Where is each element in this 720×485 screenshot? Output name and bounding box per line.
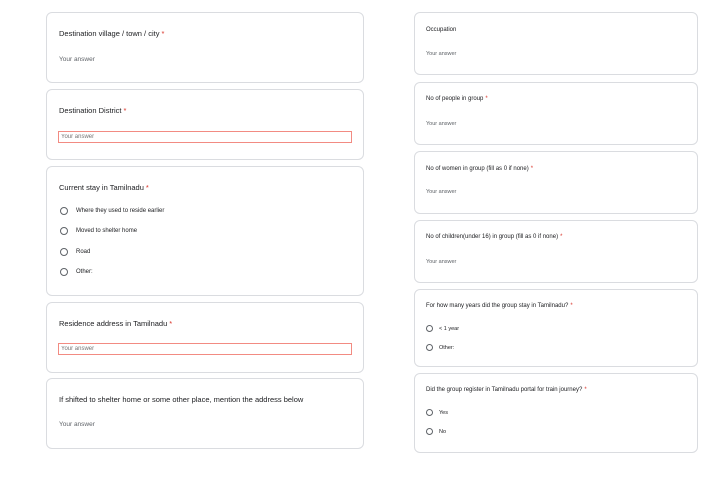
radio-option[interactable] xyxy=(60,248,90,256)
question-title: For how many years did the group stay in Tamilnadu? * xyxy=(426,303,573,309)
option-label: < 1 year xyxy=(439,325,460,332)
radio-circle-icon[interactable] xyxy=(426,325,433,332)
required-asterisk: * xyxy=(560,234,563,240)
required-asterisk: * xyxy=(161,29,165,38)
question-title: Current stay in Tamilnadu * xyxy=(59,183,149,192)
radio-option[interactable] xyxy=(426,344,454,351)
question-title: Destination village / town / city * xyxy=(59,29,165,38)
question-years-stay xyxy=(414,289,698,367)
radio-option[interactable] xyxy=(426,409,448,416)
question-title: Destination District * xyxy=(59,106,127,115)
question-current-stay xyxy=(46,166,364,296)
radio-circle-icon[interactable] xyxy=(60,248,68,256)
question-residence-address xyxy=(46,302,364,373)
option-label: Yes xyxy=(439,409,448,416)
required-asterisk: * xyxy=(169,319,173,328)
required-asterisk: * xyxy=(530,166,534,172)
radio-option[interactable] xyxy=(426,428,446,435)
question-title: No of women in group (fill as 0 if none) * xyxy=(426,166,534,172)
people-in-group-input[interactable]: Your answer xyxy=(426,121,457,127)
option-label: No xyxy=(439,428,447,435)
radio-option[interactable] xyxy=(60,207,164,215)
option-label: Other: xyxy=(439,344,455,351)
radio-circle-icon[interactable] xyxy=(60,227,68,235)
radio-circle-icon[interactable] xyxy=(426,344,433,351)
question-portal-register xyxy=(414,373,698,453)
question-destination-district xyxy=(46,89,364,160)
radio-circle-icon[interactable] xyxy=(60,207,68,215)
option-label: Road xyxy=(76,249,91,255)
children-in-group-input[interactable]: Your answer xyxy=(426,259,457,265)
women-in-group-input[interactable]: Your answer xyxy=(426,189,457,195)
required-asterisk: * xyxy=(570,303,573,309)
radio-option[interactable] xyxy=(60,227,137,235)
question-children-in-group xyxy=(414,220,698,283)
option-label: Where they used to reside earlier xyxy=(76,208,165,214)
question-title: No of people in group * xyxy=(426,96,488,102)
question-title: Occupation xyxy=(426,27,457,33)
radio-circle-icon[interactable] xyxy=(426,428,433,435)
question-destination-village xyxy=(46,12,364,83)
option-label: Other: xyxy=(76,269,93,275)
required-asterisk: * xyxy=(145,183,149,192)
radio-option[interactable] xyxy=(426,325,459,332)
option-label: Moved to shelter home xyxy=(76,228,138,234)
shelter-address-input[interactable]: Your answer xyxy=(59,421,95,428)
question-shelter-address xyxy=(46,378,364,449)
question-title: Did the group register in Tamilnadu portal for train journey? * xyxy=(426,387,587,393)
radio-circle-icon[interactable] xyxy=(60,268,68,276)
residence-address-input[interactable] xyxy=(58,343,352,355)
question-title: If shifted to shelter home or some other place, mention the address below xyxy=(59,395,304,404)
question-people-in-group xyxy=(414,82,698,145)
question-title: Residence address in Tamilnadu * xyxy=(59,319,173,328)
radio-circle-icon[interactable] xyxy=(426,409,433,416)
required-asterisk: * xyxy=(123,106,127,115)
radio-option[interactable] xyxy=(60,268,93,276)
occupation-input[interactable]: Your answer xyxy=(426,51,457,57)
required-asterisk: * xyxy=(584,387,587,393)
required-asterisk: * xyxy=(485,96,488,102)
destination-village-input[interactable]: Your answer xyxy=(59,56,95,63)
question-women-in-group xyxy=(414,151,698,214)
question-title: No of children(under 16) in group (fill as 0 if none) * xyxy=(426,234,563,240)
question-occupation xyxy=(414,12,698,75)
destination-district-input[interactable] xyxy=(58,131,352,143)
